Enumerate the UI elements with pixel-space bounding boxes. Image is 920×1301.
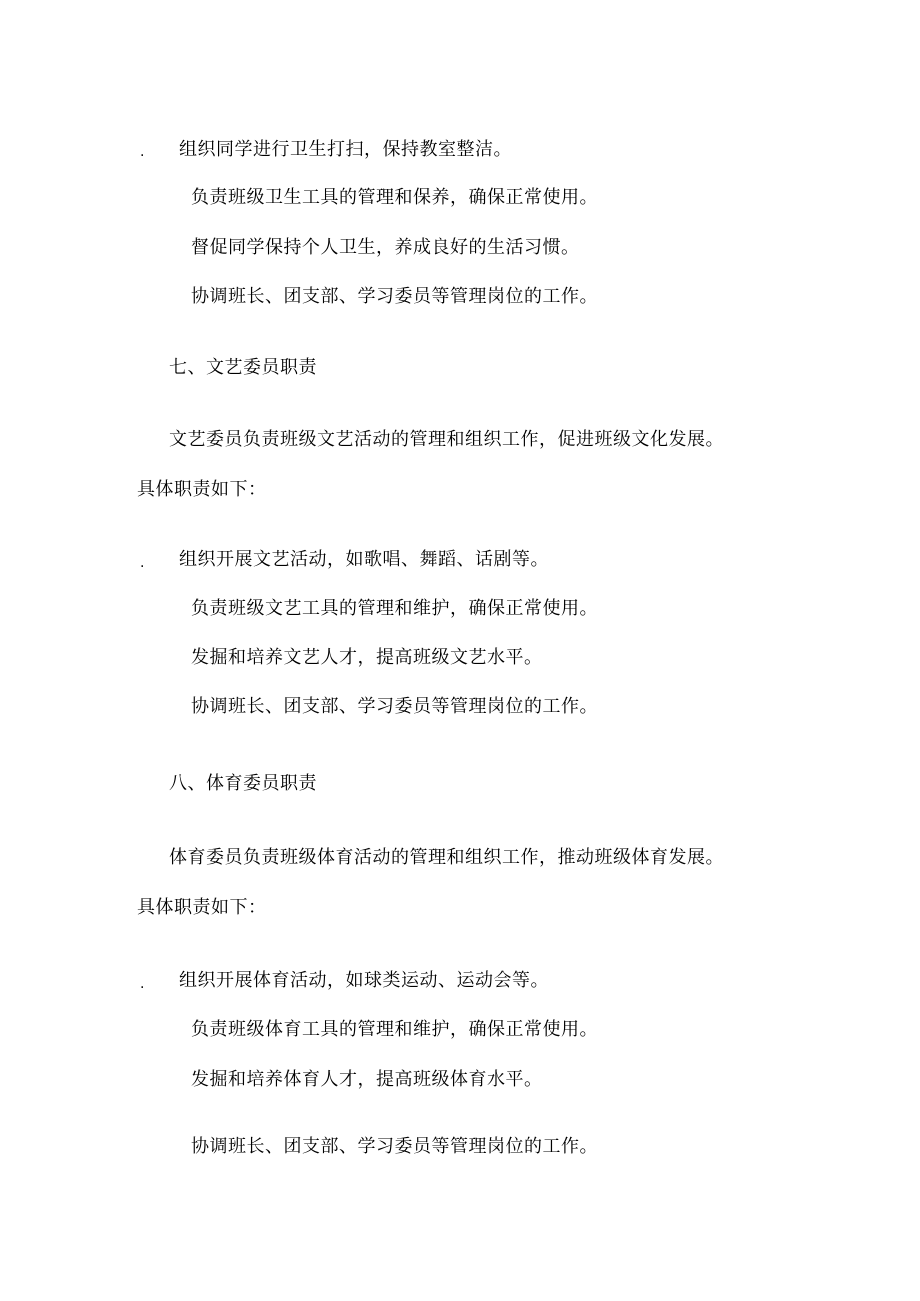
section-heading: 七、文艺委员职责 <box>169 357 317 378</box>
list-item: 协调班长、团支部、学习委员等管理岗位的工作。 <box>191 286 598 307</box>
paragraph-line: 具体职责如下： <box>137 479 267 500</box>
list-marker: . <box>140 144 145 160</box>
list-item: 负责班级文艺工具的管理和维护，确保正常使用。 <box>191 598 598 619</box>
paragraph-line: 具体职责如下： <box>137 897 267 918</box>
list-marker: . <box>140 555 145 571</box>
list-item: 督促同学保持个人卫生，养成良好的生活习惯。 <box>191 237 580 258</box>
list-item: 负责班级体育工具的管理和维护，确保正常使用。 <box>191 1019 598 1040</box>
paragraph-line: 文艺委员负责班级文艺活动的管理和组织工作，促进班级文化发展。 <box>169 429 724 450</box>
list-marker: . <box>140 976 145 992</box>
list-item: 发掘和培养体育人才，提高班级体育水平。 <box>191 1069 543 1090</box>
list-item: 组织开展体育活动，如球类运动、运动会等。 <box>179 970 549 991</box>
list-item: 组织开展文艺活动，如歌唱、舞蹈、话剧等。 <box>179 549 549 570</box>
list-item: 协调班长、团支部、学习委员等管理岗位的工作。 <box>191 696 598 717</box>
section-heading: 八、体育委员职责 <box>169 773 317 794</box>
paragraph-line: 体育委员负责班级体育活动的管理和组织工作，推动班级体育发展。 <box>169 847 724 868</box>
list-item: 发掘和培养文艺人才，提高班级文艺水平。 <box>191 647 543 668</box>
list-item: 协调班长、团支部、学习委员等管理岗位的工作。 <box>191 1136 598 1157</box>
list-item: 组织同学进行卫生打扫，保持教室整洁。 <box>179 139 512 160</box>
list-item: 负责班级卫生工具的管理和保养，确保正常使用。 <box>191 187 598 208</box>
